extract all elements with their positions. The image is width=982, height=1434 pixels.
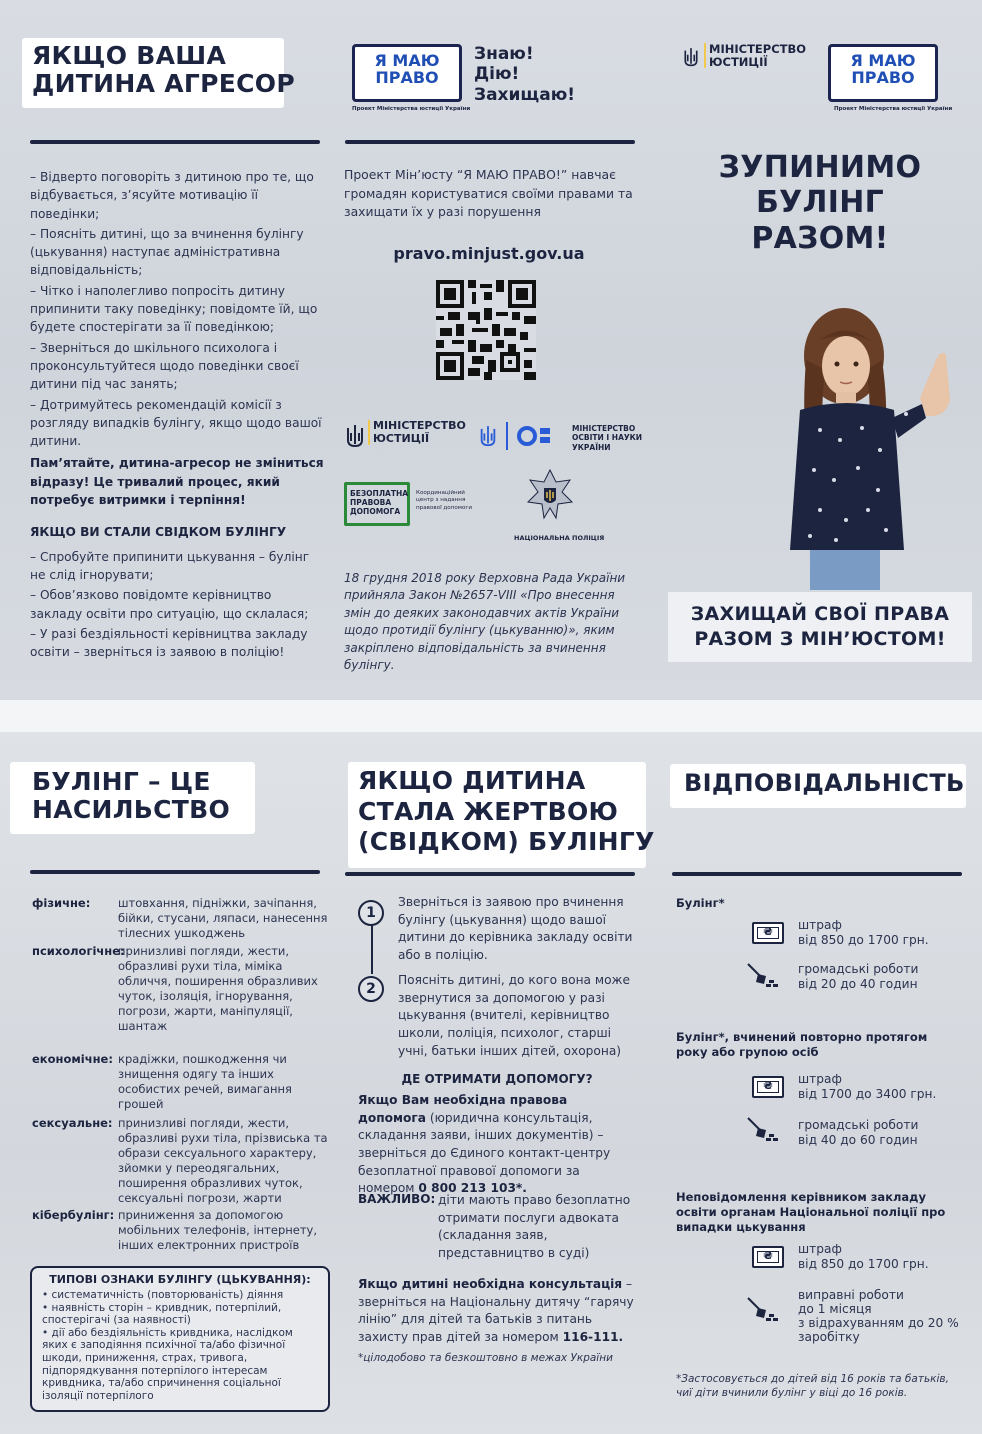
penalty-work: виправні роботи до 1 місяця з відрахуванням до 20 % заробітку [798, 1288, 959, 1345]
child-hotline-text: Якщо дитині необхідна консультація – зверніться на Національну дитячу “гарячу лінію” для дітей та батьків з питань захисту прав дітей за номером 116-111. [358, 1277, 634, 1345]
divider-stroke [30, 140, 320, 144]
section-title: Булінг*, вчинений повторно протягом року або групою осіб [676, 1030, 928, 1059]
divider-stroke [345, 872, 635, 876]
shovel-icon [746, 962, 782, 990]
partner-legal-desc: Координаційний центр з надання правової допомоги [416, 490, 472, 511]
sign-item: • дії або бездіяльність кривдника, наслідком яких є заподіяння психічної та/або фізичної шкоди, приниження, страх, тривога, підпорядкування потерпілого інтересам кривдника, та/або спричинення соціальної ізоляції потерпілого [42, 1326, 293, 1402]
penalty-work: громадські роботи від 20 до 40 годин [798, 962, 919, 992]
type-value: крадіжки, пошкодження чи знищення одягу та інших особистих речей, вимагання грошей [118, 1052, 292, 1111]
divider-stroke [345, 140, 635, 144]
divider-stroke [30, 870, 320, 874]
type-label: фізичне: [32, 896, 91, 910]
partner-mon: МІНІСТЕРСТВО ОСВІТИ І НАУКИ УКРАЇНИ [572, 424, 643, 452]
penalty-work: громадські роботи від 40 до 60 годин [798, 1118, 919, 1148]
partner-police: НАЦІОНАЛЬНА ПОЛІЦІЯ [514, 534, 605, 542]
type-label: сексуальне: [32, 1116, 113, 1130]
logo-caption: Проект Міністерства юстиції України [834, 106, 953, 112]
project-intro: Проект Мін’юсту “Я МАЮ ПРАВО!” навчає громадян користуватися своїми правами та захищати їх у разі порушення [344, 167, 633, 220]
trident-icon [478, 424, 498, 450]
important-label: ВАЖЛИВО: [358, 1192, 436, 1206]
step-text: Зверніться із заявою про вчинення булінгу (цькування) щодо вашої дитини до керівника закладу освіти або в поліцію. [398, 895, 633, 963]
footnote: *цілодобово та безкоштовно в межах України [358, 1352, 613, 1364]
witness-item: – У разі бездіяльності керівництва закладу освіти – зверніться із заявою в поліцію! [30, 626, 308, 660]
logo-caption: Проект Міністерства юстиції України [352, 106, 471, 112]
aggressor-title: ЯКЩО ВАША ДИТИНА АГРЕСОР [32, 41, 295, 98]
type-label: психологічне: [32, 944, 125, 958]
type-value: принизливі погляди, жести, образливі рухи тіла, міміка обличчя, поширення образливих чуток, ізоляція, ігнорування, погрози, жарти, маніпуляції, шантаж [118, 944, 318, 1033]
stop-bullying-headline: ЗУПИНИМО БУЛІНГ РАЗОМ! [718, 150, 922, 256]
bottom-sheet [0, 732, 982, 1434]
section-title: Булінг* [676, 896, 725, 910]
footnote: *Застосовується до дітей від 16 років та батьків, чиї діти вчинили булінг у віці до 16 років. [676, 1373, 949, 1400]
partner-minjust: МІНІСТЕРСТВО ЮСТИЦІЇ [368, 420, 466, 445]
witness-item: – Спробуйте припинити цькування – булінг не слід ігнорувати; [30, 549, 310, 582]
slogan: Знаю! Дію! Захищаю! [474, 44, 575, 105]
website-link[interactable]: pravo.minjust.gov.ua [393, 244, 585, 263]
mon-logo-icon [516, 425, 566, 447]
legal-help-text: Якщо Вам необхідна правова допомога (юридична консультація, складання заяви, інших документів) – зверніться до Єдиного контакт-центру безоплатної правової допомоги за номером 0 800 213 103*. [358, 1093, 611, 1196]
divider-line [506, 422, 508, 450]
advice-item: – Відверто поговоріть з дитиною про те, що відбувається, з’ясуйте мотивацію її поведінки; [30, 170, 314, 221]
sign-item: • наявність сторін – кривдник, потерпілий, спостерігачі (за наявності) [42, 1301, 282, 1327]
bullying-violence-title: БУЛІНГ – ЦЕ НАСИЛЬСТВО [32, 767, 231, 824]
remember-note: Пам’ятайте, дитина-агресор не зміниться відразу! Це тривалий процес, який потребує витримки і терпіння! [30, 456, 324, 508]
money-icon [752, 1076, 784, 1098]
aggressor-advice-list [30, 168, 326, 663]
important-text: діти мають право безоплатно отримати послуги адвоката (складання заяв, представництво в суді) [438, 1193, 631, 1261]
responsibility-title: ВІДПОВІДАЛЬНІСТЬ [684, 769, 965, 797]
shovel-icon [746, 1296, 782, 1324]
ya-mayu-pravo-logo: Я МАЮ ПРАВО [828, 44, 938, 102]
victim-title: ЯКЩО ДИТИНА СТАЛА ЖЕРТВОЮ (СВІДКОМ) БУЛІНГУ [358, 766, 655, 856]
ya-mayu-pravo-logo: Я МАЮ ПРАВО [352, 44, 462, 102]
ministry-justice-label: МІНІСТЕРСТВО ЮСТИЦІЇ [704, 43, 806, 68]
law-text: 18 грудня 2018 року Верховна Рада України прийняла Закон №2657-VIII «Про внесення змін до деяких законодавчих актів України щодо протидії булінгу (цькуванню)», яким закріплено відповідальність за вчинення булінгу. [344, 571, 626, 672]
shovel-icon [746, 1116, 782, 1144]
trident-icon [682, 46, 700, 70]
steps-connector [371, 922, 373, 974]
help-title: ДЕ ОТРИМАТИ ДОПОМОГУ? [401, 1072, 593, 1086]
police-emblem-icon [526, 468, 574, 524]
fold-gap [0, 700, 982, 732]
trident-icon [344, 424, 366, 450]
sign-item: • систематичність (повторюваність) діяння [42, 1289, 284, 1301]
child-hotline-phone[interactable]: 116-111. [562, 1330, 624, 1345]
money-icon [752, 1246, 784, 1268]
type-label: економічне: [32, 1052, 113, 1066]
protect-rights-banner: ЗАХИЩАЙ СВОЇ ПРАВА РАЗОМ З МІН’ЮСТОМ! [668, 592, 972, 662]
divider-stroke [672, 872, 962, 876]
legal-help-phone[interactable]: 0 800 213 103*. [418, 1181, 527, 1196]
penalty-fine: штраф від 850 до 1700 грн. [798, 1242, 929, 1272]
money-icon [752, 922, 784, 944]
top-sheet [0, 0, 982, 700]
type-value: штовхання, підніжки, зачіпання, бійки, стусани, ляпаси, нанесення тілесних ушкоджень [118, 896, 328, 940]
qr-code[interactable] [436, 280, 536, 380]
witness-item: – Обов’язково повідомте керівництво закладу освіти про ситуацію, що склалася; [30, 588, 309, 621]
signs-title: ТИПОВІ ОЗНАКИ БУЛІНГУ (ЦЬКУВАННЯ): [49, 1273, 311, 1286]
type-value: приниження за допомогою мобільних телефонів, інтернету, інших електронних пристроїв [118, 1208, 317, 1252]
advice-item: – Дотримуйтесь рекомендацій комісії з розгляду випадків булінгу, якщо щодо вашої дитини. [30, 397, 322, 449]
advice-item: – Поясніть дитині, що за вчинення булінгу (цькування) наступає адміністративна відповідальність; [30, 226, 304, 278]
type-label: кібербулінг: [32, 1208, 115, 1222]
partner-legal-aid-logo: БЕЗОПЛАТНА ПРАВОВА ДОПОМОГА [344, 482, 410, 526]
step-number: 1 [358, 900, 384, 926]
penalty-fine: штраф від 1700 до 3400 грн. [798, 1072, 937, 1102]
witness-title: ЯКЩО ВИ СТАЛИ СВІДКОМ БУЛІНГУ [30, 525, 287, 540]
penalty-fine: штраф від 850 до 1700 грн. [798, 918, 929, 948]
advice-item: – Чітко і наполегливо попросіть дитину припинити таку поведінку; повідомте їй, що будете спостерігати за її поведінкою; [30, 283, 318, 335]
section-title: Неповідомлення керівником закладу освіти органам Національної поліції про випадки цькування [676, 1190, 946, 1234]
step-text: Поясніть дитині, до кого вона може звернутися за допомогою у разі цькування (вчителі, керівництво школи, поліція, психолог, старші учні, батьки інших дітей, охорона) [398, 973, 631, 1058]
advice-item: – Зверніться до шкільного психолога і проконсультуйтеся щодо поведінки своєї дитини під час занять; [30, 340, 299, 392]
typical-signs-box [30, 1266, 330, 1412]
type-value: принизливі погляди, жести, образливі рухи тіла, прізвиська та образи сексуального характеру, зйомки у переодягальних, поширення образливих чуток, сексуальні погрози, жарти [118, 1116, 328, 1205]
step-number: 2 [358, 976, 384, 1002]
girl-photo [770, 300, 970, 600]
